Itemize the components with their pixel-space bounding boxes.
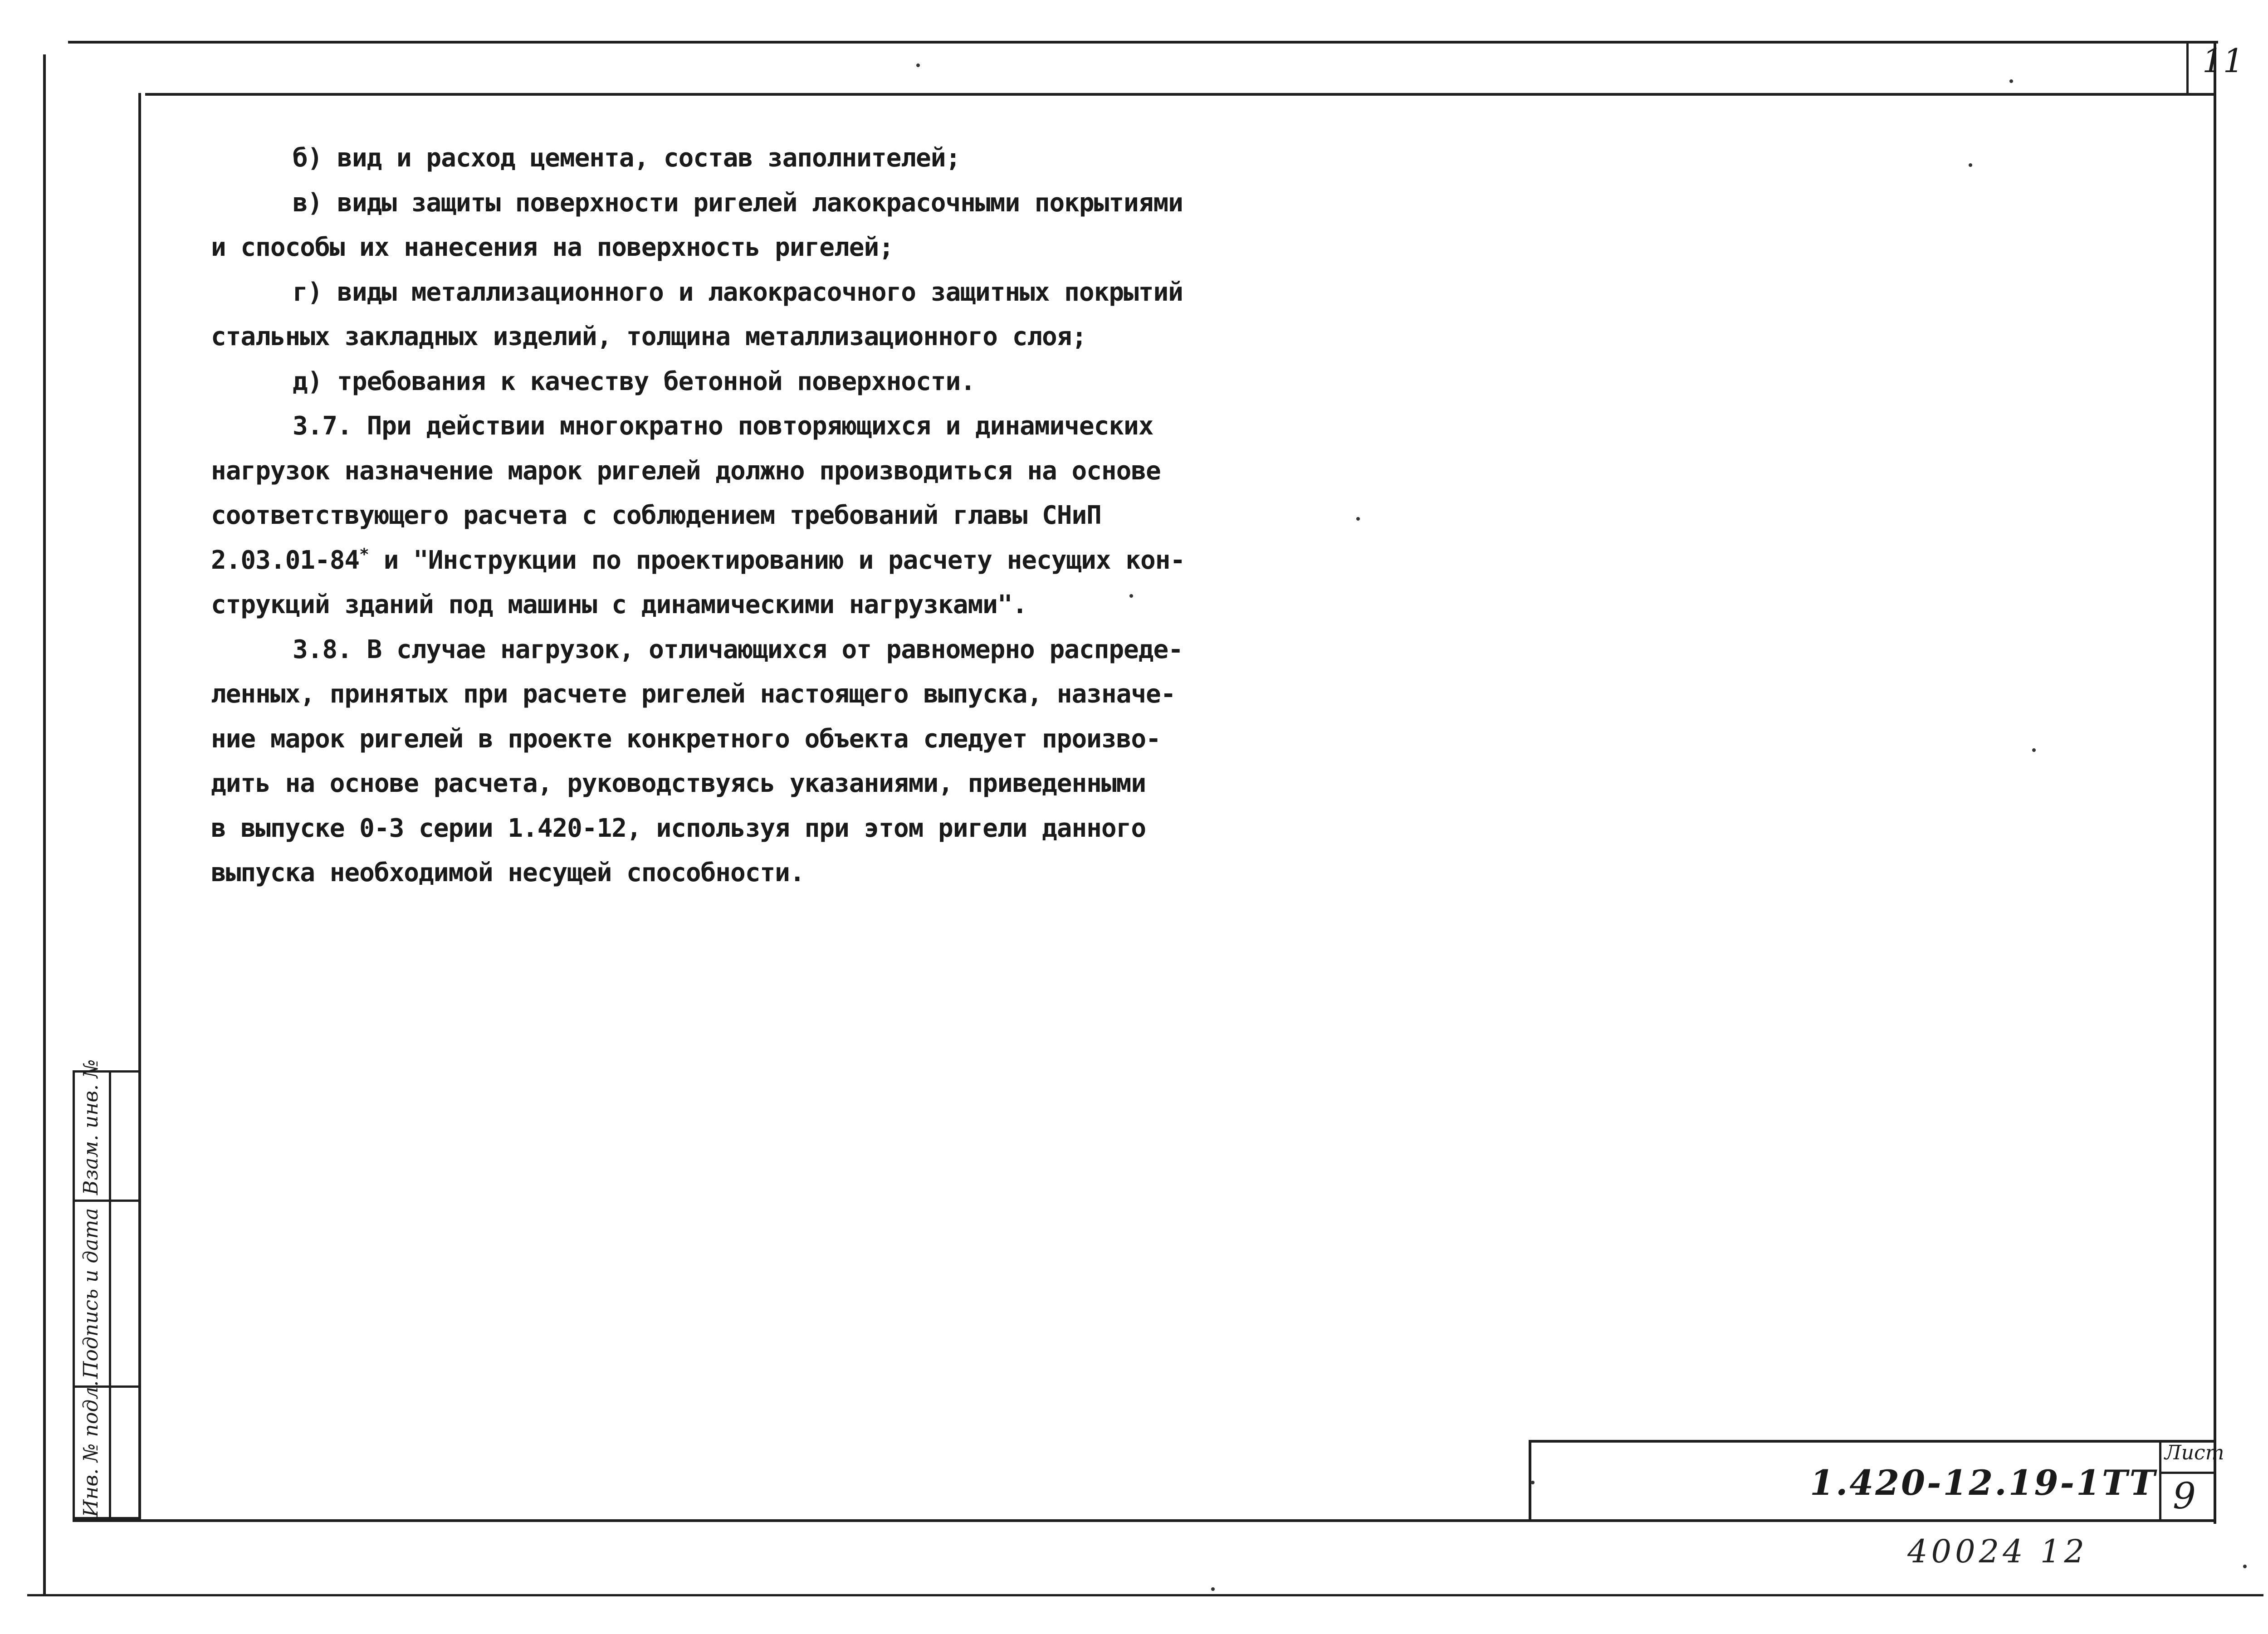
scan-speck bbox=[1531, 1481, 1535, 1484]
label-inventory-number: Инв. № подл. bbox=[79, 1380, 103, 1517]
text-line: струкций зданий под машины с динамическими нагрузками". bbox=[211, 590, 1027, 619]
text-line: стальных закладных изделий, толщина металлизационного слоя; bbox=[211, 322, 1087, 351]
scan-speck bbox=[2032, 748, 2036, 752]
reference-mark: * bbox=[359, 545, 369, 564]
text-line: ние марок ригелей в проекте конкретного объекта следует произво- bbox=[211, 724, 1161, 754]
outer-left-edge bbox=[43, 54, 46, 1596]
text-line: дить на основе расчета, руководствуясь указаниями, приведенными bbox=[211, 769, 1146, 798]
sheet-label: Лист bbox=[2165, 1441, 2224, 1464]
page-number-top: 11 bbox=[2202, 42, 2244, 80]
document-body bbox=[211, 136, 1185, 896]
scan-speck bbox=[916, 63, 920, 67]
text-line: ленных, принятых при расчете ригелей настоящего выпуска, назначе- bbox=[211, 679, 1176, 709]
archive-number: 40024 12 bbox=[1907, 1533, 2088, 1570]
binding-table-row-line bbox=[75, 1200, 138, 1202]
scan-speck bbox=[1356, 517, 1360, 521]
text-line: б) вид и расход цемента, состав заполнителей; bbox=[293, 143, 961, 173]
outer-bottom-edge bbox=[27, 1594, 2263, 1596]
binding-table-divider bbox=[109, 1073, 111, 1517]
frame-top-line bbox=[68, 41, 2218, 44]
text-line: в) виды защиты поверхности ригелей лакокрасочными покрытиями bbox=[293, 188, 1183, 218]
sheet-number: 9 bbox=[2173, 1475, 2196, 1517]
page-number-box-left bbox=[2186, 41, 2189, 95]
text-line: 3.8. В случае нагрузок, отличающихся от равномерно распреде- bbox=[293, 634, 1183, 664]
text-line: 3.7. При действии многократно повторяющихся и динамических bbox=[293, 411, 1154, 441]
frame-inner-top-line bbox=[145, 93, 2216, 96]
sheet-box-divider bbox=[2161, 1472, 2214, 1474]
text-line: г) виды металлизационного и лакокрасочного защитных покрытий bbox=[293, 277, 1183, 307]
label-signature-date: Подпись и дата bbox=[79, 1208, 103, 1379]
snip-reference: 2.03.01-84 bbox=[211, 545, 360, 575]
scan-speck bbox=[2243, 1565, 2247, 1568]
text-line: соответствующего расчета с соблюдением требований главы СНиП bbox=[211, 501, 1101, 530]
scan-speck bbox=[1969, 163, 1972, 167]
text-line: д) требования к качеству бетонной поверхности. bbox=[293, 366, 975, 396]
document-code: 1.420-12.19-1ТТ bbox=[1810, 1463, 2157, 1503]
scan-speck bbox=[1211, 1587, 1215, 1591]
scan-speck bbox=[1129, 594, 1133, 598]
frame-right-line bbox=[2214, 41, 2216, 1524]
text-line-tail: и "Инструкции по проектированию и расчету несущих кон- bbox=[383, 545, 1185, 575]
text-line-with-reference bbox=[211, 538, 1185, 583]
text-line: нагрузок назначение марок ригелей должно производиться на основе bbox=[211, 456, 1161, 486]
text-line: в выпуске 0-3 серии 1.420-12, используя при этом ригели данного bbox=[211, 813, 1146, 843]
text-line: выпуска необходимой несущей способности. bbox=[211, 858, 805, 888]
text-line: и способы их нанесения на поверхность ригелей; bbox=[211, 233, 894, 262]
scan-speck bbox=[2009, 79, 2013, 83]
label-replacement-inventory: Взам. инв. № bbox=[79, 1059, 103, 1195]
